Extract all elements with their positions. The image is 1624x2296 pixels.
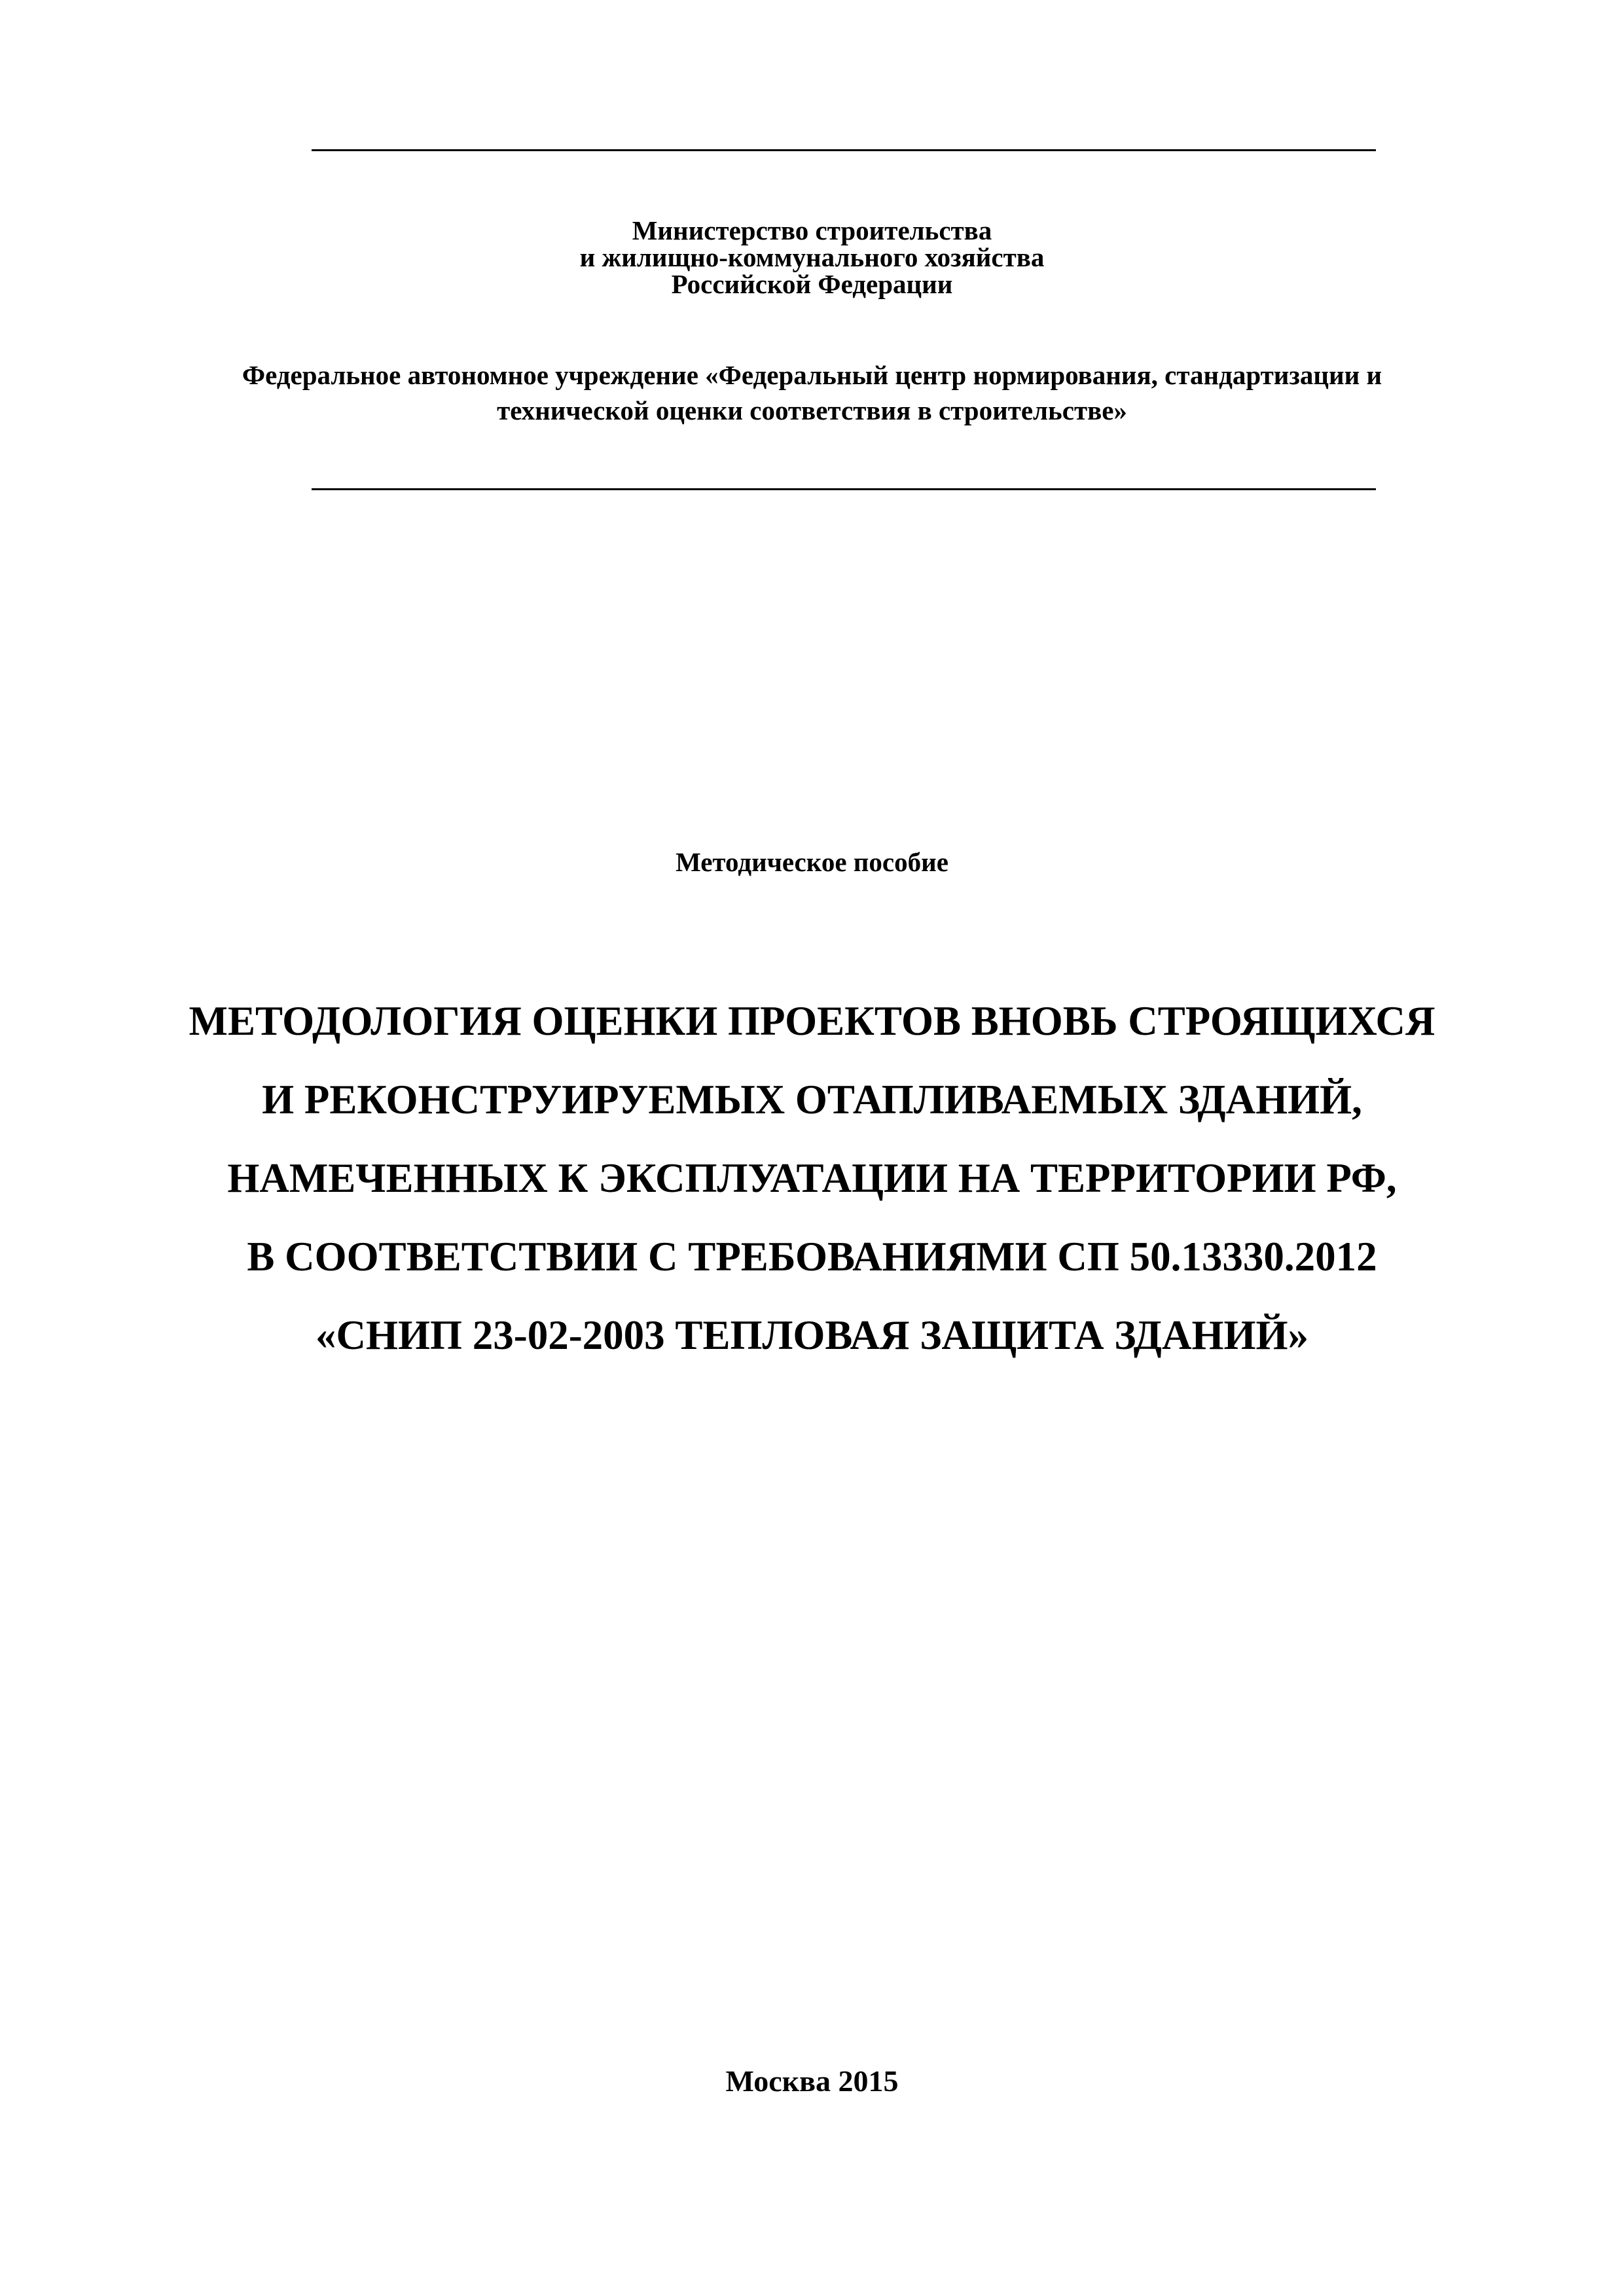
title-line: НАМЕЧЕННЫХ К ЭКСПЛУАТАЦИИ НА ТЕРРИТОРИИ РФ, [227, 1155, 1397, 1201]
title-line: МЕТОДОЛОГИЯ ОЦЕНКИ ПРОЕКТОВ ВНОВЬ СТРОЯЩИХСЯ [189, 998, 1435, 1044]
title-line: В СООТВЕТСТВИИ С ТРЕБОВАНИЯМИ СП 50.13330.2012 [247, 1234, 1377, 1280]
top-divider [312, 149, 1376, 151]
ministry-name [0, 217, 1624, 298]
ministry-line: и жилищно-коммунального хозяйства [579, 242, 1045, 272]
institution-line: Федеральное автономное учреждение «Федеральный центр нормирования, стандартизации и [242, 360, 1382, 390]
place-and-year: Москва 2015 [725, 2064, 899, 2098]
document-title [0, 982, 1624, 1374]
ministry-line: Министерство строительства [632, 215, 992, 245]
title-line: И РЕКОНСТРУИРУЕМЫХ ОТАПЛИВАЕМЫХ ЗДАНИЙ, [262, 1077, 1362, 1122]
institution-line: технической оценки соответствия в строительстве» [497, 395, 1127, 425]
institution-name [0, 357, 1624, 428]
title-line: «СНИП 23-02-2003 ТЕПЛОВАЯ ЗАЩИТА ЗДАНИЙ» [315, 1312, 1309, 1358]
bottom-divider [312, 488, 1376, 490]
ministry-line: Российской Федерации [671, 269, 953, 299]
document-type: Методическое пособие [676, 847, 948, 877]
